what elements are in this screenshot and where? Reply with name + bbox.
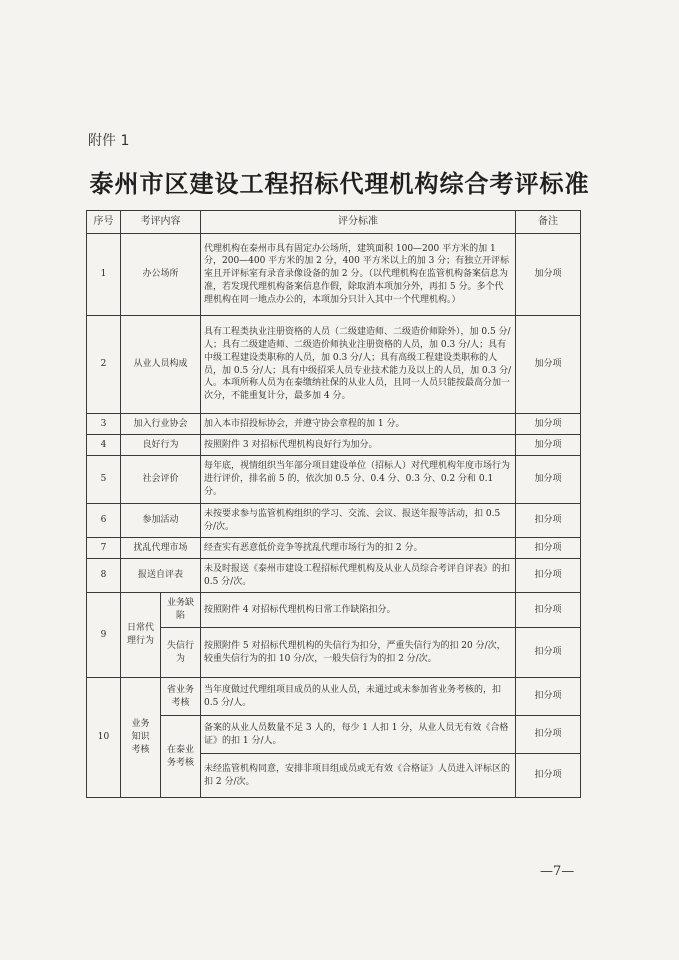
row-remark: 扣分项 xyxy=(516,538,581,559)
table-row xyxy=(87,316,581,414)
table-row xyxy=(87,456,581,504)
row-no: 1 xyxy=(87,234,121,316)
row-no: 2 xyxy=(87,316,121,414)
row-remark: 扣分项 xyxy=(516,716,581,754)
table-row xyxy=(87,414,581,435)
evaluation-table xyxy=(86,210,581,798)
row-remark: 扣分项 xyxy=(516,678,581,716)
row-sub-label: 省业务考核 xyxy=(161,678,201,716)
row-content: 办公场所 xyxy=(121,234,201,316)
header-standard: 评分标准 xyxy=(201,211,516,234)
attachment-label: 附件 1 xyxy=(88,133,130,149)
row-standard: 备案的从业人员数量不足 3 人的，每少 1 人扣 1 分，从业人员无有效《合格证》的扣 1 分/人。 xyxy=(201,716,516,754)
table-row xyxy=(87,538,581,559)
row-no: 7 xyxy=(87,538,121,559)
row-standard: 按照附件 3 对招标代理机构良好行为加分。 xyxy=(201,435,516,456)
row-no: 6 xyxy=(87,504,121,538)
row-no: 3 xyxy=(87,414,121,435)
header-remark: 备注 xyxy=(516,211,581,234)
row-standard: 未及时报送《泰州市建设工程招标代理机构及从业人员综合考评自评表》的扣 0.5 分/次。 xyxy=(201,559,516,593)
row-no: 8 xyxy=(87,559,121,593)
row-standard: 具有工程类执业注册资格的人员（二级建造师、二级造价师除外），加 0.5 分/人；具有二级建造师、二级造价师执业注册资格的人员，加 0.3 分/人；具有中级工程建设类职称的人员，加 0.3 分/人；具有高级工程建设类职称的人员，加 0.5 分/人；具有中级招采人员专业技术能力及以上的人员，加 0.3 分/人。本项所称人员为在泰缴纳社保的从业人员，且同一人员只能按最高分加一次分，不能重复计分，最多加 4 分。 xyxy=(201,316,516,414)
header-no: 序号 xyxy=(87,211,121,234)
row-standard: 未按要求参与监管机构组织的学习、交流、会议、报送年报等活动，扣 0.5 分/次。 xyxy=(201,504,516,538)
row-sub-label: 失信行为 xyxy=(161,628,201,678)
table-row xyxy=(87,678,581,716)
row-standard: 代理机构在泰州市具有固定办公场所，建筑面积 100—200 平方米的加 1 分，200—400 平方米的加 2 分，400 平方米以上的加 3 分；有独立开评标室且开评标室有录音录像设备的加 2 分。（以代理机构在监管机构备案信息为准，若发现代理机构备案信息作假，除取消本项加分外，再扣 5 分。多个代理机构在同一地点办公的，本项加分只计入其中一个代理机构。） xyxy=(201,234,516,316)
document-title: 泰州市区建设工程招标代理机构综合考评标准 xyxy=(89,170,590,198)
row-standard: 当年度做过代理组项目成员的从业人员，未通过或未参加省业务考核的，扣 0.5 分/人。 xyxy=(201,678,516,716)
row-standard: 未经监管机构同意，安排非项目组成员或无有效《合格证》人员进入评标区的扣 2 分/次。 xyxy=(201,754,516,798)
row-no: 4 xyxy=(87,435,121,456)
header-content: 考评内容 xyxy=(121,211,201,234)
row-standard: 按照附件 4 对招标代理机构日常工作缺陷扣分。 xyxy=(201,593,516,628)
row-remark: 加分项 xyxy=(516,435,581,456)
row-no: 10 xyxy=(87,678,121,798)
row-remark: 加分项 xyxy=(516,456,581,504)
row-standard: 按照附件 5 对招标代理机构的失信行为扣分，严重失信行为的扣 20 分/次，较重失信行为的扣 10 分/次，一般失信行为的扣 2 分/次。 xyxy=(201,628,516,678)
row-remark: 扣分项 xyxy=(516,593,581,628)
row-standard: 加入本市招投标协会，并遵守协会章程的加 1 分。 xyxy=(201,414,516,435)
row-standard: 每年底，视情组织当年部分项目建设单位（招标人）对代理机构年度市场行为进行评价，排名前 5 的，依次加 0.5 分、0.4 分、0.3 分、0.2 分和 0.1 分。 xyxy=(201,456,516,504)
table-row xyxy=(87,593,581,628)
row-no: 9 xyxy=(87,593,121,678)
row-no: 5 xyxy=(87,456,121,504)
row-content: 良好行为 xyxy=(121,435,201,456)
row-remark: 加分项 xyxy=(516,234,581,316)
table-row xyxy=(87,716,581,754)
table-row xyxy=(87,435,581,456)
row-content: 日常代理行为 xyxy=(121,593,161,678)
row-content: 报送自评表 xyxy=(121,559,201,593)
row-remark: 扣分项 xyxy=(516,559,581,593)
row-sub-label: 在泰业务考核 xyxy=(161,716,201,798)
row-content: 参加活动 xyxy=(121,504,201,538)
table-row xyxy=(87,559,581,593)
row-sub-label: 业务缺陷 xyxy=(161,593,201,628)
row-remark: 扣分项 xyxy=(516,628,581,678)
row-content: 从业人员构成 xyxy=(121,316,201,414)
row-remark: 加分项 xyxy=(516,414,581,435)
row-remark: 扣分项 xyxy=(516,504,581,538)
page-number: —7— xyxy=(540,864,575,879)
row-content: 扰乱代理市场 xyxy=(121,538,201,559)
row-remark: 扣分项 xyxy=(516,754,581,798)
table-row xyxy=(87,504,581,538)
row-content: 加入行业协会 xyxy=(121,414,201,435)
table-row xyxy=(87,234,581,316)
row-content: 社会评价 xyxy=(121,456,201,504)
row-remark: 加分项 xyxy=(516,316,581,414)
table-header-row xyxy=(87,211,581,234)
row-content: 业务知识考核 xyxy=(121,678,161,798)
row-standard: 经查实有恶意低价竞争等扰乱代理市场行为的扣 2 分。 xyxy=(201,538,516,559)
table-row xyxy=(87,628,581,678)
